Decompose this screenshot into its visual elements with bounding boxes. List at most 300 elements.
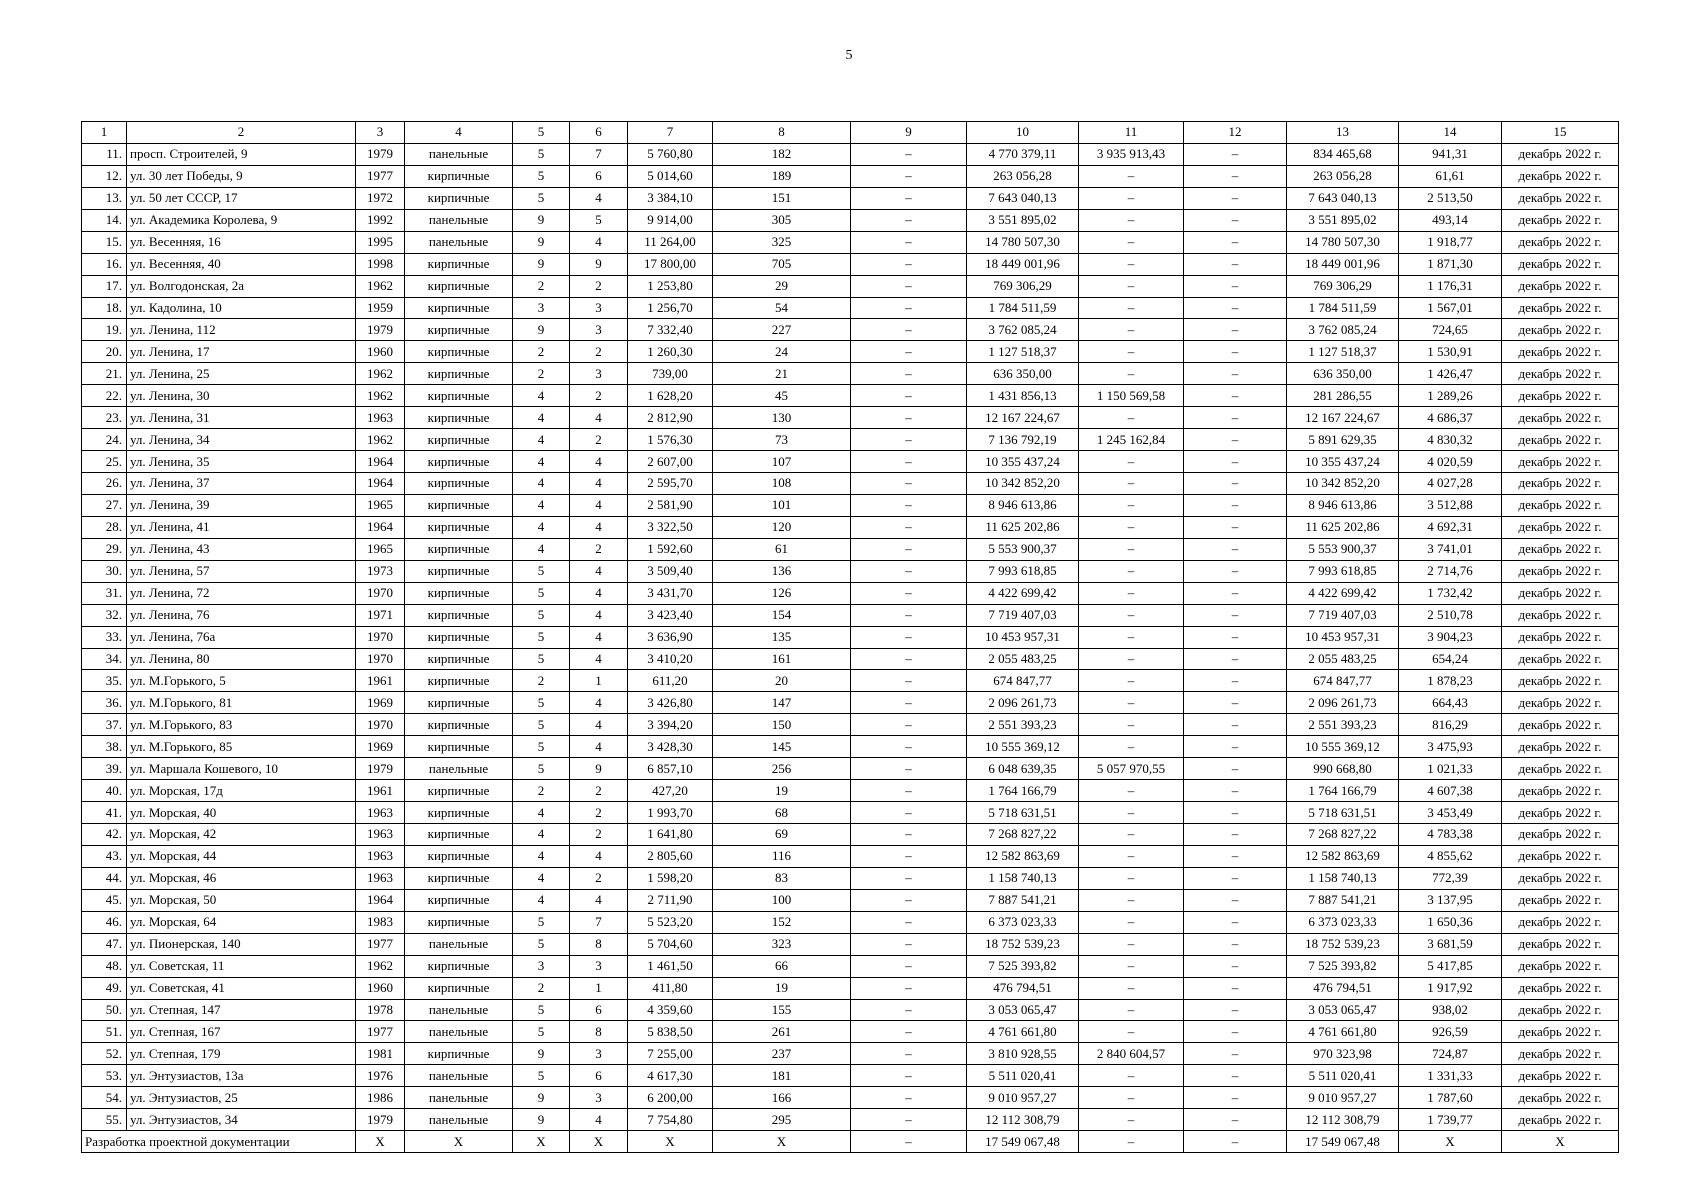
year-built-cell: 1998 (356, 253, 405, 275)
cost-total-cell: 674 847,77 (967, 670, 1079, 692)
column-header: 2 (127, 122, 356, 144)
cost-per-sqm-cell: 1 567,01 (1399, 297, 1502, 319)
address-cell: ул. Академика Королева, 9 (127, 209, 356, 231)
address-cell: ул. Ленина, 41 (127, 516, 356, 538)
completion-date-cell: декабрь 2022 г. (1502, 363, 1619, 385)
cost-col-9-cell: – (851, 407, 967, 429)
residents-cell: 101 (713, 494, 851, 516)
address-cell: ул. Волгодонская, 2а (127, 275, 356, 297)
residents-cell: 295 (713, 1109, 851, 1131)
cost-col-13-cell: 11 625 202,86 (1287, 516, 1399, 538)
table-row (82, 516, 1619, 538)
cost-col-12-cell: – (1184, 494, 1287, 516)
wall-material-cell: кирпичные (405, 648, 513, 670)
completion-date-cell: декабрь 2022 г. (1502, 999, 1619, 1021)
footer-value-cell: X (513, 1131, 570, 1153)
row-number-cell: 53. (82, 1065, 127, 1087)
entrances-cell: 4 (570, 604, 628, 626)
total-area-cell: 6 857,10 (628, 758, 713, 780)
cost-col-13-cell: 7 993 618,85 (1287, 560, 1399, 582)
row-number-cell: 17. (82, 275, 127, 297)
wall-material-cell: кирпичные (405, 473, 513, 495)
residents-cell: 189 (713, 165, 851, 187)
wall-material-cell: кирпичные (405, 670, 513, 692)
cost-col-9-cell: – (851, 187, 967, 209)
row-number-cell: 42. (82, 824, 127, 846)
cost-per-sqm-cell: 938,02 (1399, 999, 1502, 1021)
table-row (82, 341, 1619, 363)
wall-material-cell: кирпичные (405, 604, 513, 626)
residents-cell: 107 (713, 451, 851, 473)
row-number-cell: 46. (82, 911, 127, 933)
year-built-cell: 1977 (356, 1021, 405, 1043)
address-cell: ул. Ленина, 31 (127, 407, 356, 429)
cost-col-9-cell: – (851, 231, 967, 253)
cost-col-13-cell: 1 127 518,37 (1287, 341, 1399, 363)
table-row (82, 736, 1619, 758)
entrances-cell: 4 (570, 494, 628, 516)
cost-col-9-cell: – (851, 670, 967, 692)
cost-total-cell: 5 718 631,51 (967, 802, 1079, 824)
address-cell: ул. Ленина, 30 (127, 385, 356, 407)
cost-col-12-cell: – (1184, 275, 1287, 297)
residents-cell: 305 (713, 209, 851, 231)
address-cell: ул. Кадолина, 10 (127, 297, 356, 319)
entrances-cell: 3 (570, 297, 628, 319)
cost-col-13-cell: 5 891 629,35 (1287, 429, 1399, 451)
row-number-cell: 47. (82, 933, 127, 955)
cost-col-11-cell: – (1079, 1065, 1184, 1087)
address-cell: ул. Ленина, 25 (127, 363, 356, 385)
completion-date-cell: декабрь 2022 г. (1502, 1109, 1619, 1131)
table-row (82, 758, 1619, 780)
total-area-cell: 3 384,10 (628, 187, 713, 209)
total-area-cell: 1 256,70 (628, 297, 713, 319)
row-number-cell: 50. (82, 999, 127, 1021)
column-header: 1 (82, 122, 127, 144)
floors-cell: 9 (513, 1109, 570, 1131)
residents-cell: 24 (713, 341, 851, 363)
cost-per-sqm-cell: 816,29 (1399, 714, 1502, 736)
total-area-cell: 1 576,30 (628, 429, 713, 451)
address-cell: ул. Степная, 147 (127, 999, 356, 1021)
address-cell: ул. Пионерская, 140 (127, 933, 356, 955)
cost-per-sqm-cell: 1 917,92 (1399, 977, 1502, 999)
cost-col-9-cell: – (851, 626, 967, 648)
total-area-cell: 1 598,20 (628, 867, 713, 889)
total-area-cell: 1 641,80 (628, 824, 713, 846)
floors-cell: 4 (513, 845, 570, 867)
cost-col-12-cell: – (1184, 911, 1287, 933)
completion-date-cell: декабрь 2022 г. (1502, 824, 1619, 846)
total-area-cell: 611,20 (628, 670, 713, 692)
cost-per-sqm-cell: 941,31 (1399, 143, 1502, 165)
completion-date-cell: декабрь 2022 г. (1502, 1043, 1619, 1065)
wall-material-cell: кирпичные (405, 692, 513, 714)
floors-cell: 5 (513, 714, 570, 736)
cost-col-9-cell: – (851, 429, 967, 451)
year-built-cell: 1969 (356, 692, 405, 714)
residents-cell: 21 (713, 363, 851, 385)
entrances-cell: 3 (570, 1087, 628, 1109)
residents-cell: 100 (713, 889, 851, 911)
address-cell: ул. 50 лет СССР, 17 (127, 187, 356, 209)
residents-cell: 181 (713, 1065, 851, 1087)
footer-value-cell: X (356, 1131, 405, 1153)
cost-col-12-cell: – (1184, 999, 1287, 1021)
cost-col-11-cell: – (1079, 253, 1184, 275)
row-number-cell: 37. (82, 714, 127, 736)
table-row (82, 451, 1619, 473)
residents-cell: 19 (713, 780, 851, 802)
year-built-cell: 1973 (356, 560, 405, 582)
cost-col-9-cell: – (851, 824, 967, 846)
cost-col-12-cell: – (1184, 604, 1287, 626)
address-cell: ул. Весенняя, 16 (127, 231, 356, 253)
completion-date-cell: декабрь 2022 г. (1502, 341, 1619, 363)
wall-material-cell: кирпичные (405, 560, 513, 582)
wall-material-cell: кирпичные (405, 341, 513, 363)
cost-col-13-cell: 5 553 900,37 (1287, 538, 1399, 560)
cost-col-11-cell: – (1079, 626, 1184, 648)
floors-cell: 9 (513, 209, 570, 231)
cost-per-sqm-cell: 3 741,01 (1399, 538, 1502, 560)
wall-material-cell: панельные (405, 1021, 513, 1043)
residents-cell: 323 (713, 933, 851, 955)
cost-per-sqm-cell: 1 289,26 (1399, 385, 1502, 407)
wall-material-cell: кирпичные (405, 275, 513, 297)
cost-col-12-cell: – (1184, 341, 1287, 363)
total-area-cell: 11 264,00 (628, 231, 713, 253)
year-built-cell: 1962 (356, 385, 405, 407)
wall-material-cell: панельные (405, 758, 513, 780)
cost-col-13-cell: 2 551 393,23 (1287, 714, 1399, 736)
address-cell: ул. М.Горького, 5 (127, 670, 356, 692)
entrances-cell: 5 (570, 209, 628, 231)
entrances-cell: 3 (570, 363, 628, 385)
entrances-cell: 4 (570, 231, 628, 253)
completion-date-cell: декабрь 2022 г. (1502, 560, 1619, 582)
total-area-cell: 3 431,70 (628, 582, 713, 604)
cost-col-12-cell: – (1184, 165, 1287, 187)
total-area-cell: 1 253,80 (628, 275, 713, 297)
table-row (82, 1109, 1619, 1131)
cost-col-13-cell: 12 112 308,79 (1287, 1109, 1399, 1131)
cost-col-11-cell: – (1079, 736, 1184, 758)
table-row (82, 319, 1619, 341)
address-cell: ул. М.Горького, 81 (127, 692, 356, 714)
year-built-cell: 1977 (356, 933, 405, 955)
cost-col-12-cell: – (1184, 955, 1287, 977)
cost-col-12-cell: – (1184, 407, 1287, 429)
address-cell: ул. Морская, 46 (127, 867, 356, 889)
completion-date-cell: декабрь 2022 г. (1502, 1087, 1619, 1109)
cost-col-13-cell: 1 158 740,13 (1287, 867, 1399, 889)
completion-date-cell: декабрь 2022 г. (1502, 582, 1619, 604)
column-header: 4 (405, 122, 513, 144)
cost-col-12-cell: – (1184, 867, 1287, 889)
cost-col-12-cell: – (1184, 385, 1287, 407)
row-number-cell: 45. (82, 889, 127, 911)
cost-per-sqm-cell: 1 871,30 (1399, 253, 1502, 275)
cost-col-9-cell: – (851, 1021, 967, 1043)
completion-date-cell: декабрь 2022 г. (1502, 758, 1619, 780)
row-number-cell: 31. (82, 582, 127, 604)
year-built-cell: 1964 (356, 889, 405, 911)
cost-col-12-cell: – (1184, 714, 1287, 736)
cost-col-12-cell: – (1184, 582, 1287, 604)
completion-date-cell: декабрь 2022 г. (1502, 297, 1619, 319)
address-cell: ул. Энтузиастов, 13а (127, 1065, 356, 1087)
column-header: 8 (713, 122, 851, 144)
cost-col-12-cell: – (1184, 363, 1287, 385)
entrances-cell: 3 (570, 319, 628, 341)
floors-cell: 4 (513, 429, 570, 451)
cost-col-11-cell: – (1079, 824, 1184, 846)
cost-col-11-cell: – (1079, 319, 1184, 341)
floors-cell: 5 (513, 1021, 570, 1043)
address-cell: ул. Морская, 44 (127, 845, 356, 867)
address-cell: ул. Ленина, 43 (127, 538, 356, 560)
address-cell: ул. Советская, 11 (127, 955, 356, 977)
wall-material-cell: кирпичные (405, 407, 513, 429)
cost-col-11-cell: – (1079, 1087, 1184, 1109)
cost-col-9-cell: – (851, 1043, 967, 1065)
cost-col-12-cell: – (1184, 977, 1287, 999)
year-built-cell: 1962 (356, 955, 405, 977)
floors-cell: 4 (513, 538, 570, 560)
cost-col-11-cell: – (1079, 692, 1184, 714)
cost-total-cell: 6 373 023,33 (967, 911, 1079, 933)
cost-col-9-cell: – (851, 363, 967, 385)
cost-total-cell: 6 048 639,35 (967, 758, 1079, 780)
cost-per-sqm-cell: 2 510,78 (1399, 604, 1502, 626)
total-area-cell: 411,80 (628, 977, 713, 999)
year-built-cell: 1970 (356, 648, 405, 670)
address-cell: ул. Морская, 40 (127, 802, 356, 824)
table-row (82, 165, 1619, 187)
floors-cell: 4 (513, 473, 570, 495)
cost-per-sqm-cell: 4 855,62 (1399, 845, 1502, 867)
table-row (82, 824, 1619, 846)
cost-col-12-cell: – (1184, 933, 1287, 955)
entrances-cell: 2 (570, 538, 628, 560)
column-header: 13 (1287, 122, 1399, 144)
entrances-cell: 1 (570, 670, 628, 692)
floors-cell: 5 (513, 560, 570, 582)
cost-col-13-cell: 3 551 895,02 (1287, 209, 1399, 231)
address-cell: ул. Ленина, 76а (127, 626, 356, 648)
cost-col-9-cell: – (851, 692, 967, 714)
cost-col-11-cell: – (1079, 494, 1184, 516)
address-cell: ул. 30 лет Победы, 9 (127, 165, 356, 187)
cost-per-sqm-cell: 1 426,47 (1399, 363, 1502, 385)
completion-date-cell: декабрь 2022 г. (1502, 867, 1619, 889)
residents-cell: 237 (713, 1043, 851, 1065)
table-row (82, 626, 1619, 648)
cost-total-cell: 12 582 863,69 (967, 845, 1079, 867)
total-area-cell: 9 914,00 (628, 209, 713, 231)
cost-per-sqm-cell: 1 878,23 (1399, 670, 1502, 692)
residents-cell: 83 (713, 867, 851, 889)
cost-col-9-cell: – (851, 758, 967, 780)
row-number-cell: 35. (82, 670, 127, 692)
row-number-cell: 48. (82, 955, 127, 977)
floors-cell: 2 (513, 977, 570, 999)
residents-cell: 73 (713, 429, 851, 451)
residents-cell: 145 (713, 736, 851, 758)
cost-total-cell: 1 158 740,13 (967, 867, 1079, 889)
cost-col-12-cell: – (1184, 451, 1287, 473)
wall-material-cell: кирпичные (405, 363, 513, 385)
row-number-cell: 30. (82, 560, 127, 582)
cost-per-sqm-cell: 4 783,38 (1399, 824, 1502, 846)
cost-col-13-cell: 281 286,55 (1287, 385, 1399, 407)
cost-col-11-cell: 1 245 162,84 (1079, 429, 1184, 451)
cost-col-12-cell: – (1184, 1109, 1287, 1131)
entrances-cell: 4 (570, 845, 628, 867)
entrances-cell: 2 (570, 341, 628, 363)
cost-col-11-cell: – (1079, 780, 1184, 802)
address-cell: ул. Ленина, 57 (127, 560, 356, 582)
row-number-cell: 34. (82, 648, 127, 670)
floors-cell: 4 (513, 889, 570, 911)
cost-per-sqm-cell: 1 176,31 (1399, 275, 1502, 297)
year-built-cell: 1976 (356, 1065, 405, 1087)
cost-total-cell: 3 551 895,02 (967, 209, 1079, 231)
completion-date-cell: декабрь 2022 г. (1502, 977, 1619, 999)
row-number-cell: 44. (82, 867, 127, 889)
footer-label-cell: Разработка проектной документации (82, 1131, 356, 1153)
wall-material-cell: панельные (405, 999, 513, 1021)
row-number-cell: 22. (82, 385, 127, 407)
cost-per-sqm-cell: 1 331,33 (1399, 1065, 1502, 1087)
cost-col-13-cell: 990 668,80 (1287, 758, 1399, 780)
table-body (82, 122, 1619, 1153)
cost-col-11-cell: 1 150 569,58 (1079, 385, 1184, 407)
column-header: 9 (851, 122, 967, 144)
address-cell: просп. Строителей, 9 (127, 143, 356, 165)
cost-per-sqm-cell: 61,61 (1399, 165, 1502, 187)
cost-col-9-cell: – (851, 1087, 967, 1109)
cost-col-11-cell: 3 935 913,43 (1079, 143, 1184, 165)
entrances-cell: 4 (570, 407, 628, 429)
cost-col-12-cell: – (1184, 319, 1287, 341)
year-built-cell: 1964 (356, 516, 405, 538)
total-area-cell: 3 426,80 (628, 692, 713, 714)
floors-cell: 4 (513, 802, 570, 824)
year-built-cell: 1963 (356, 802, 405, 824)
row-number-cell: 40. (82, 780, 127, 802)
residents-cell: 29 (713, 275, 851, 297)
completion-date-cell: декабрь 2022 г. (1502, 889, 1619, 911)
cost-col-11-cell: – (1079, 582, 1184, 604)
total-area-cell: 739,00 (628, 363, 713, 385)
entrances-cell: 4 (570, 516, 628, 538)
table-row (82, 560, 1619, 582)
cost-col-11-cell: – (1079, 231, 1184, 253)
total-area-cell: 3 322,50 (628, 516, 713, 538)
wall-material-cell: кирпичные (405, 955, 513, 977)
cost-col-13-cell: 12 582 863,69 (1287, 845, 1399, 867)
year-built-cell: 1963 (356, 407, 405, 429)
year-built-cell: 1986 (356, 1087, 405, 1109)
cost-col-9-cell: – (851, 845, 967, 867)
cost-col-12-cell: – (1184, 1065, 1287, 1087)
cost-col-12-cell: – (1184, 802, 1287, 824)
floors-cell: 5 (513, 604, 570, 626)
cost-col-11-cell: – (1079, 714, 1184, 736)
footer-value-cell: X (628, 1131, 713, 1153)
address-cell: ул. Ленина, 17 (127, 341, 356, 363)
total-area-cell: 5 014,60 (628, 165, 713, 187)
cost-total-cell: 1 127 518,37 (967, 341, 1079, 363)
residents-cell: 256 (713, 758, 851, 780)
cost-total-cell: 2 055 483,25 (967, 648, 1079, 670)
wall-material-cell: кирпичные (405, 516, 513, 538)
cost-total-cell: 7 993 618,85 (967, 560, 1079, 582)
total-area-cell: 1 628,20 (628, 385, 713, 407)
year-built-cell: 1979 (356, 758, 405, 780)
cost-col-9-cell: – (851, 977, 967, 999)
cost-col-13-cell: 12 167 224,67 (1287, 407, 1399, 429)
cost-col-12-cell: – (1184, 538, 1287, 560)
cost-col-11-cell: 5 057 970,55 (1079, 758, 1184, 780)
floors-cell: 5 (513, 911, 570, 933)
entrances-cell: 3 (570, 1043, 628, 1065)
entrances-cell: 2 (570, 824, 628, 846)
address-cell: ул. Степная, 179 (127, 1043, 356, 1065)
cost-col-11-cell: – (1079, 867, 1184, 889)
floors-cell: 5 (513, 143, 570, 165)
column-header: 14 (1399, 122, 1502, 144)
cost-col-13-cell: 4 761 661,80 (1287, 1021, 1399, 1043)
residents-cell: 130 (713, 407, 851, 429)
completion-date-cell: декабрь 2022 г. (1502, 187, 1619, 209)
cost-col-11-cell: – (1079, 275, 1184, 297)
cost-per-sqm-cell: 926,59 (1399, 1021, 1502, 1043)
address-cell: ул. Ленина, 39 (127, 494, 356, 516)
residents-cell: 147 (713, 692, 851, 714)
address-cell: ул. Морская, 64 (127, 911, 356, 933)
row-number-cell: 29. (82, 538, 127, 560)
row-number-cell: 43. (82, 845, 127, 867)
completion-date-cell: декабрь 2022 г. (1502, 165, 1619, 187)
floors-cell: 5 (513, 187, 570, 209)
cost-total-cell: 769 306,29 (967, 275, 1079, 297)
cost-total-cell: 11 625 202,86 (967, 516, 1079, 538)
column-header: 5 (513, 122, 570, 144)
floors-cell: 5 (513, 165, 570, 187)
cost-total-cell: 636 350,00 (967, 363, 1079, 385)
cost-col-9-cell: – (851, 341, 967, 363)
row-number-cell: 15. (82, 231, 127, 253)
entrances-cell: 6 (570, 1065, 628, 1087)
cost-col-11-cell: – (1079, 341, 1184, 363)
column-header: 11 (1079, 122, 1184, 144)
residents-cell: 126 (713, 582, 851, 604)
completion-date-cell: декабрь 2022 г. (1502, 692, 1619, 714)
floors-cell: 5 (513, 933, 570, 955)
residents-cell: 325 (713, 231, 851, 253)
year-built-cell: 1995 (356, 231, 405, 253)
completion-date-cell: декабрь 2022 г. (1502, 1065, 1619, 1087)
page-number: 5 (845, 48, 853, 63)
cost-col-12-cell: – (1184, 736, 1287, 758)
cost-col-13-cell: 5 718 631,51 (1287, 802, 1399, 824)
cost-per-sqm-cell: 4 607,38 (1399, 780, 1502, 802)
address-cell: ул. Морская, 17д (127, 780, 356, 802)
